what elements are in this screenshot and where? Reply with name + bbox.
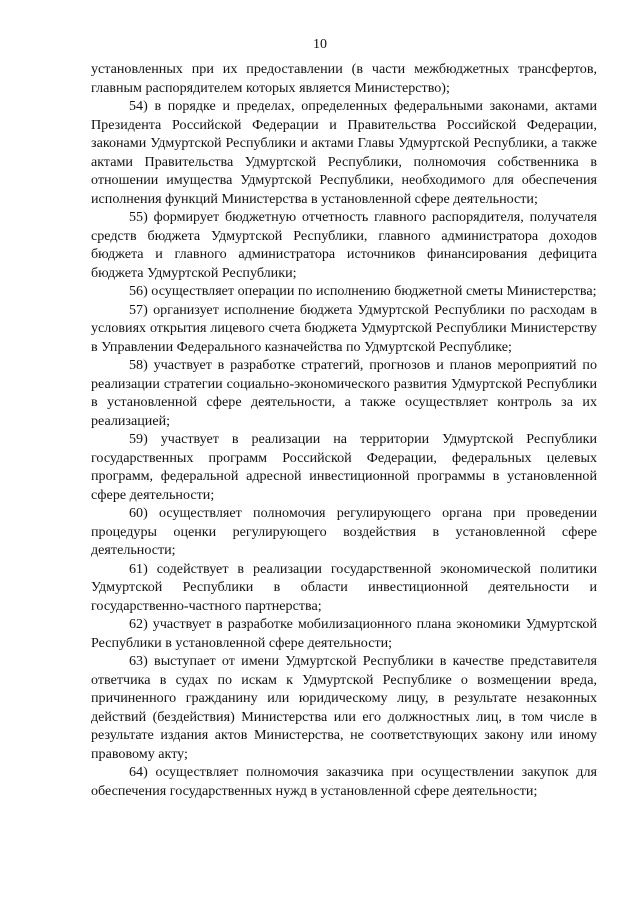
paragraph-item-54: 54) в порядке и пределах, определенных федеральными законами, актами Президента Российской Федерации и Правительства Российской Федерации, законами Удмуртской Республики и актами Главы Удмуртской Республики, а также актами Правительства Удмуртской Республики, полномочия собственника в отношении имущества Удмуртской Республики, необходимого для обеспечения исполнения функций Министерства в установленной сфере деятельности; (91, 98, 597, 207)
paragraph-item-57: 57) организует исполнение бюджета Удмуртской Республики по расходам в условиях открытия лицевого счета бюджета Удмуртской Республики Министерству в Управлении Федерального казначейства по Удмуртской Республике; (91, 301, 597, 355)
paragraph-item-59: 59) участвует в реализации на территории Удмуртской Республики государственных программ Российской Федерации, федеральных целевых программ, федеральной адресной инвестиционной программы в установленной сфере деятельности; (91, 431, 597, 503)
paragraph-item-56: 56) осуществляет операции по исполнению бюджетной сметы Министерства; (129, 283, 597, 299)
paragraph-item-64: 64) осуществляет полномочия заказчика при осуществлении закупок для обеспечения государственных нужд в установленной сфере деятельности; (91, 764, 597, 799)
page-number: 10 (313, 37, 327, 52)
paragraph-item-61: 61) содействует в реализации государственной экономической политики Удмуртской Республики в области инвестиционной деятельности и государственно-частного партнерства; (91, 560, 597, 614)
paragraph-continuation: установленных при их предоставлении (в части межбюджетных трансфертов, главным распорядителем которых является Министерство); (91, 61, 597, 96)
document-body (91, 60, 597, 800)
paragraph-item-63: 63) выступает от имени Удмуртской Республики в качестве представителя ответчика в судах по искам к Удмуртской Республике о возмещении вреда, причиненного гражданину или юридическому лицу, в результате незаконных действий (бездействия) Министерства или его должностных лиц, в том числе в результате издания актов Министерства, не соответствующих закону или иному правовому акту; (91, 653, 597, 762)
paragraph-item-60: 60) осуществляет полномочия регулирующего органа при проведении процедуры оценки регулирующего воздействия в установленной сфере деятельности; (91, 505, 597, 558)
paragraph-item-58: 58) участвует в разработке стратегий, прогнозов и планов мероприятий по реализации стратегии социально-экономического развития Удмуртской Республики в установленной сфере деятельности, а также осуществляет контроль за их реализацией; (91, 357, 597, 429)
paragraph-item-62: 62) участвует в разработке мобилизационного плана экономики Удмуртской Республики в установленной сфере деятельности; (91, 616, 597, 651)
paragraph-item-55: 55) формирует бюджетную отчетность главного распорядителя, получателя средств бюджета Удмуртской Республики, главного администратора доходов бюджета и главного администратора источников финансирования дефицита бюджета Удмуртской Республики; (91, 209, 597, 281)
